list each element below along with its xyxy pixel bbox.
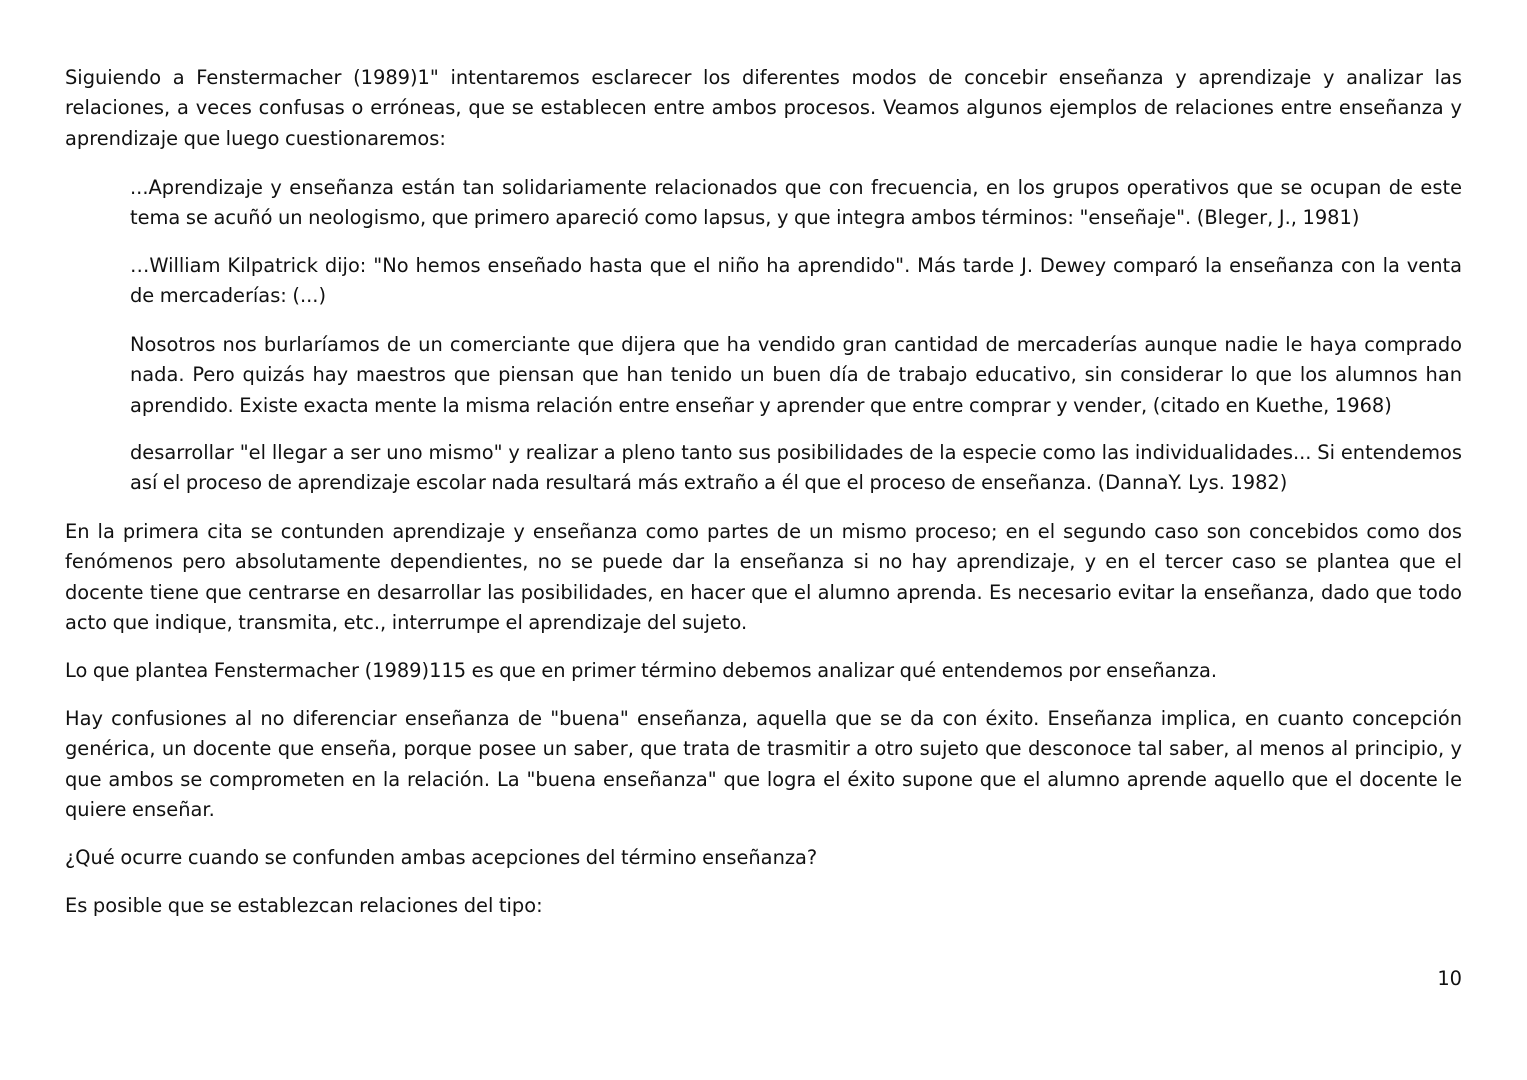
paragraph-intro: Siguiendo a Fenstermacher (1989)1" intentaremos esclarecer los diferentes modos de concebir enseñanza y aprendizaje y analizar las relaciones, a veces confusas o erróneas, que se establecen entre ambos procesos. Veamos algunos ejemplos de relaciones entre enseñanza y aprendizaje que luego cuestionaremos: — [65, 66, 1462, 150]
paragraph-relations: Es posible que se establezcan relaciones del tipo: — [65, 894, 543, 917]
quote-danna: desarrollar "el llegar a ser uno mismo" y realizar a pleno tanto sus posibilidades de la especie como las individualidades... Si entendemos así el proceso de aprendizaje escolar nada resultará más extraño a él que el proceso de enseñanza. (DannaY. Lys. 1982) — [130, 441, 1462, 495]
paragraph-question: ¿Qué ocurre cuando se confunden ambas acepciones del término enseñanza? — [65, 846, 818, 869]
quote-kilpatrick: …William Kilpatrick dijo: "No hemos enseñado hasta que el niño ha aprendido". Más tarde J. Dewey comparó la enseñanza con la venta de mercaderías: (...) — [130, 254, 1462, 308]
paragraph-analysis: En la primera cita se contunden aprendizaje y enseñanza como partes de un mismo proceso; en el segundo caso son concebidos como dos fenómenos pero absolutamente dependientes, no se puede dar la enseñanza si no hay aprendizaje, y en el tercer caso se plantea que el docente tiene que centrarse en desarrollar las posibilidades, en hacer que el alumno aprenda. Es necesario evitar la enseñanza, dado que todo acto que indique, transmita, etc., interrumpe el aprendizaje del sujeto. — [65, 520, 1462, 634]
paragraph-confusions: Hay confusiones al no diferenciar enseñanza de "buena" enseñanza, aquella que se da con éxito. Enseñanza implica, en cuanto concepción genérica, un docente que enseña, porque posee un saber, que trata de trasmitir a otro sujeto que desconoce tal saber, al menos al principio, y que ambos se comprometen en la relación. La "buena enseñanza" que logra el éxito supone que el alumno aprende aquello que el docente le quiere enseñar. — [65, 707, 1462, 821]
quote-dewey: Nosotros nos burlaríamos de un comerciante que dijera que ha vendido gran cantidad de mercaderías aunque nadie le haya comprado nada. Pero quizás hay maestros que piensan que han tenido un buen día de trabajo educativo, sin considerar lo que los alumnos han aprendido. Existe exacta mente la misma relación entre enseñar y aprender que entre comprar y vender, (citado en Kuethe, 1968) — [130, 333, 1462, 417]
page-number: 10 — [1437, 967, 1462, 990]
quote-bleger: ...Aprendizaje y enseñanza están tan solidariamente relacionados que con frecuencia, en los grupos operativos que se ocupan de este tema se acuñó un neologismo, que primero apareció como lapsus, y que integra ambos términos: "enseñaje". (Bleger, J., 1981) — [130, 176, 1462, 230]
paragraph-fenstermacher: Lo que plantea Fenstermacher (1989)115 es que en primer término debemos analizar qué entendemos por enseñanza. — [65, 659, 1218, 682]
